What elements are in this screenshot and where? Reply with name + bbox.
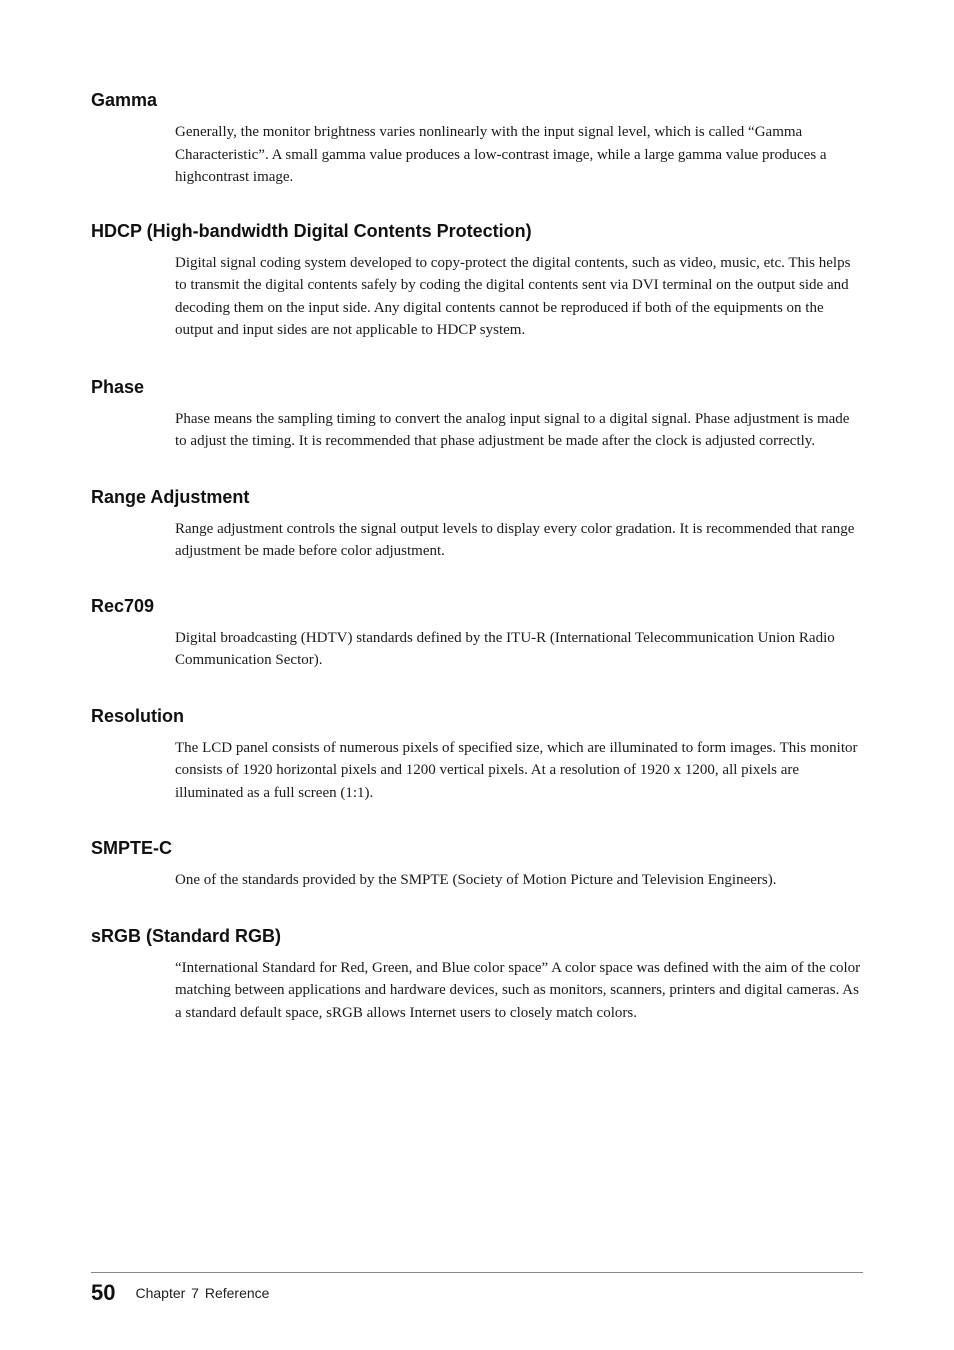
glossary-entry-smpte-c [91,836,863,892]
glossary-entry-rec709 [91,594,863,672]
term-definition: The LCD panel consists of numerous pixels of specified size, which are illuminated to form images. This monitor consists of 1920 horizontal pixels and 1200 vertical pixels. At a resolution of 1920 x 1200, all pixels are illuminated as a full screen (1:1). [175,739,858,801]
term-heading: Resolution [91,705,184,726]
term-definition: Phase means the sampling timing to convert the analog input signal to a digital signal. Phase adjustment is made to adjust the timing. It is recommended that phase adjustment be made after the clock is adjusted correctly. [175,410,850,449]
glossary-entry-resolution [91,704,863,805]
glossary-entry-phase [91,375,863,453]
footer-divider [91,1272,863,1273]
term-heading: Gamma [91,90,158,110]
glossary-entry-srgb [91,924,863,1025]
term-definition: Digital signal coding system developed to copy-protect the digital contents, such as video, music, etc. This helps to transmit the digital contents safely by coding the digital contents sent via DVI terminal on the output side and decoding them on the input side. Any digital contents cannot be reproduced if both of the equipments on the output and input sides are not applicable to HDCP system. [175,254,851,338]
term-heading: sRGB (Standard RGB) [91,925,282,946]
term-definition: “International Standard for Red, Green, and Blue color space” A color space was defined with the aim of the color matching between applications and hardware devices, such as monitors, scanners, printers and digital cameras. As a standard default space, sRGB allows Internet users to closely match colors. [175,959,861,1021]
glossary-entries [91,88,863,1024]
glossary-entry-hdcp [91,219,863,342]
chapter-label: Chapter 7 Reference [135,1285,270,1301]
term-definition: Generally, the monitor brightness varies nonlinearly with the input signal level, which is called “Gamma Characteristic”. A small gamma value produces a low-contrast image, while a large gamma value produces a highcontrast image. [175,124,827,185]
term-definition: Range adjustment controls the signal output levels to display every color gradation. It is recommended that range adjustment be made before color adjustment. [175,520,855,559]
page-number: 50 [91,1280,116,1305]
term-definition: Digital broadcasting (HDTV) standards defined by the ITU-R (International Telecommunication Union Radio Communication Sector). [175,629,835,668]
term-heading: HDCP (High-bandwidth Digital Contents Protection) [91,220,532,241]
term-heading: Range Adjustment [91,486,250,507]
glossary-entry-range-adjustment [91,485,863,563]
glossary-entry-gamma [91,88,863,189]
term-heading: Rec709 [91,595,155,616]
term-heading: SMPTE-C [91,838,172,858]
term-definition: One of the standards provided by the SMPTE (Society of Motion Picture and Television Engineers). [175,872,777,888]
page-footer [91,1278,269,1308]
term-heading: Phase [91,376,145,397]
